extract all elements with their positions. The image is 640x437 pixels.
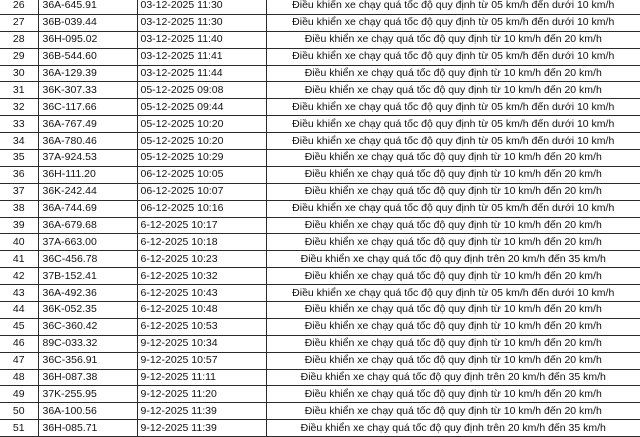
table-row — [0, 99, 640, 116]
violation-time-cell: 6-12-2025 10:32 — [137, 268, 266, 285]
violation-time-cell: 9-12-2025 10:34 — [137, 335, 266, 352]
license-plate-cell: 36H-085.71 — [38, 420, 137, 437]
violation-time-cell: 9-12-2025 11:39 — [137, 403, 266, 420]
license-plate-cell: 36A-492.36 — [38, 285, 137, 302]
row-number-cell: 35 — [0, 150, 38, 167]
row-number-cell: 34 — [0, 133, 38, 150]
violation-time-cell: 05-12-2025 10:29 — [137, 150, 266, 167]
table-row — [0, 48, 640, 65]
violation-time-cell: 03-12-2025 11:30 — [137, 0, 266, 14]
violation-description-cell: Điều khiển xe chạy quá tốc độ quy định từ 05 km/h đến dưới 10 km/h — [266, 133, 640, 150]
violation-description-cell: Điều khiển xe chạy quá tốc độ quy định từ 05 km/h đến dưới 10 km/h — [266, 116, 640, 133]
table-row — [0, 116, 640, 133]
violation-description-cell: Điều khiển xe chạy quá tốc độ quy định từ 10 km/h đến 20 km/h — [266, 31, 640, 48]
row-number-cell: 39 — [0, 217, 38, 234]
violation-description-cell: Điều khiển xe chạy quá tốc độ quy định từ 10 km/h đến 20 km/h — [266, 335, 640, 352]
violation-description-cell: Điều khiển xe chạy quá tốc độ quy định từ 10 km/h đến 20 km/h — [266, 183, 640, 200]
table-row — [0, 133, 640, 150]
table-row — [0, 369, 640, 386]
row-number-cell: 36 — [0, 166, 38, 183]
row-number-cell: 28 — [0, 31, 38, 48]
row-number-cell: 51 — [0, 420, 38, 437]
row-number-cell: 43 — [0, 285, 38, 302]
violation-time-cell: 03-12-2025 11:30 — [137, 14, 266, 31]
violation-time-cell: 6-12-2025 10:48 — [137, 302, 266, 319]
table-row — [0, 166, 640, 183]
violation-description-cell: Điều khiển xe chạy quá tốc độ quy định từ 10 km/h đến 20 km/h — [266, 352, 640, 369]
violation-time-cell: 6-12-2025 10:18 — [137, 234, 266, 251]
license-plate-cell: 36B-544.60 — [38, 48, 137, 65]
violation-description-cell: Điều khiển xe chạy quá tốc độ quy định từ 10 km/h đến 20 km/h — [266, 268, 640, 285]
violation-description-cell: Điều khiển xe chạy quá tốc độ quy định trên 20 km/h đến 35 km/h — [266, 251, 640, 268]
license-plate-cell: 36B-039.44 — [38, 14, 137, 31]
violation-description-cell: Điều khiển xe chạy quá tốc độ quy định từ 10 km/h đến 20 km/h — [266, 234, 640, 251]
row-number-cell: 47 — [0, 352, 38, 369]
row-number-cell: 46 — [0, 335, 38, 352]
license-plate-cell: 36K-052.35 — [38, 302, 137, 319]
violation-description-cell: Điều khiển xe chạy quá tốc độ quy định từ 05 km/h đến dưới 10 km/h — [266, 99, 640, 116]
row-number-cell: 29 — [0, 48, 38, 65]
row-number-cell: 33 — [0, 116, 38, 133]
row-number-cell: 40 — [0, 234, 38, 251]
violation-time-cell: 6-12-2025 10:23 — [137, 251, 266, 268]
license-plate-cell: 36A-780.46 — [38, 133, 137, 150]
license-plate-cell: 36A-100.56 — [38, 403, 137, 420]
table-row — [0, 65, 640, 82]
violation-description-cell: Điều khiển xe chạy quá tốc độ quy định từ 10 km/h đến 20 km/h — [266, 302, 640, 319]
row-number-cell: 42 — [0, 268, 38, 285]
violation-time-cell: 05-12-2025 10:20 — [137, 133, 266, 150]
violation-time-cell: 9-12-2025 10:57 — [137, 352, 266, 369]
table-row — [0, 285, 640, 302]
license-plate-cell: 36C-360.42 — [38, 318, 137, 335]
violation-description-cell: Điều khiển xe chạy quá tốc độ quy định trên 20 km/h đến 35 km/h — [266, 369, 640, 386]
row-number-cell: 37 — [0, 183, 38, 200]
table-row — [0, 183, 640, 200]
row-number-cell: 41 — [0, 251, 38, 268]
license-plate-cell: 36A-767.49 — [38, 116, 137, 133]
violation-description-cell: Điều khiển xe chạy quá tốc độ quy định trên 20 km/h đến 35 km/h — [266, 420, 640, 437]
table-row — [0, 420, 640, 437]
license-plate-cell: 37A-663.00 — [38, 234, 137, 251]
violation-time-cell: 06-12-2025 10:05 — [137, 166, 266, 183]
table-row — [0, 200, 640, 217]
table-row — [0, 386, 640, 403]
row-number-cell: 32 — [0, 99, 38, 116]
license-plate-cell: 37K-255.95 — [38, 386, 137, 403]
table-row — [0, 234, 640, 251]
table-row — [0, 82, 640, 99]
violation-time-cell: 03-12-2025 11:41 — [137, 48, 266, 65]
violation-time-cell: 6-12-2025 10:53 — [137, 318, 266, 335]
license-plate-cell: 36K-307.33 — [38, 82, 137, 99]
violation-description-cell: Điều khiển xe chạy quá tốc độ quy định từ 10 km/h đến 20 km/h — [266, 166, 640, 183]
violation-time-cell: 9-12-2025 11:39 — [137, 420, 266, 437]
license-plate-cell: 36A-679.68 — [38, 217, 137, 234]
license-plate-cell: 89C-033.32 — [38, 335, 137, 352]
table-row — [0, 352, 640, 369]
violation-time-cell: 06-12-2025 10:07 — [137, 183, 266, 200]
table-row — [0, 302, 640, 319]
table-row — [0, 217, 640, 234]
table-row — [0, 268, 640, 285]
violation-description-cell: Điều khiển xe chạy quá tốc độ quy định từ 10 km/h đến 20 km/h — [266, 150, 640, 167]
row-number-cell: 30 — [0, 65, 38, 82]
table-row — [0, 0, 640, 14]
violation-time-cell: 03-12-2025 11:44 — [137, 65, 266, 82]
table-row — [0, 403, 640, 420]
license-plate-cell: 36H-111.20 — [38, 166, 137, 183]
license-plate-cell: 37A-924.53 — [38, 150, 137, 167]
violation-time-cell: 9-12-2025 11:20 — [137, 386, 266, 403]
violation-description-cell: Điều khiển xe chạy quá tốc độ quy định từ 10 km/h đến 20 km/h — [266, 217, 640, 234]
table-row — [0, 31, 640, 48]
violation-description-cell: Điều khiển xe chạy quá tốc độ quy định từ 05 km/h đến dưới 10 km/h — [266, 48, 640, 65]
table-row — [0, 335, 640, 352]
license-plate-cell: 36A-645.91 — [38, 0, 137, 14]
violation-description-cell: Điều khiển xe chạy quá tốc độ quy định từ 10 km/h đến 20 km/h — [266, 403, 640, 420]
license-plate-cell: 36C-117.66 — [38, 99, 137, 116]
violation-description-cell: Điều khiển xe chạy quá tốc độ quy định từ 05 km/h đến dưới 10 km/h — [266, 285, 640, 302]
violation-time-cell: 9-12-2025 11:11 — [137, 369, 266, 386]
row-number-cell: 26 — [0, 0, 38, 14]
table-row — [0, 251, 640, 268]
table-row — [0, 14, 640, 31]
violation-description-cell: Điều khiển xe chạy quá tốc độ quy định từ 10 km/h đến 20 km/h — [266, 318, 640, 335]
row-number-cell: 27 — [0, 14, 38, 31]
violation-description-cell: Điều khiển xe chạy quá tốc độ quy định từ 10 km/h đến 20 km/h — [266, 386, 640, 403]
row-number-cell: 38 — [0, 200, 38, 217]
table-row — [0, 150, 640, 167]
violation-time-cell: 03-12-2025 11:40 — [137, 31, 266, 48]
violation-description-cell: Điều khiển xe chạy quá tốc độ quy định từ 10 km/h đến 20 km/h — [266, 65, 640, 82]
table-row — [0, 318, 640, 335]
row-number-cell: 48 — [0, 369, 38, 386]
row-number-cell: 45 — [0, 318, 38, 335]
license-plate-cell: 36A-129.39 — [38, 65, 137, 82]
license-plate-cell: 36A-744.69 — [38, 200, 137, 217]
violation-description-cell: Điều khiển xe chạy quá tốc độ quy định từ 05 km/h đến dưới 10 km/h — [266, 200, 640, 217]
violation-description-cell: Điều khiển xe chạy quá tốc độ quy định từ 05 km/h đến dưới 10 km/h — [266, 14, 640, 31]
license-plate-cell: 37B-152.41 — [38, 268, 137, 285]
row-number-cell: 50 — [0, 403, 38, 420]
license-plate-cell: 36H-095.02 — [38, 31, 137, 48]
license-plate-cell: 36C-456.78 — [38, 251, 137, 268]
violation-time-cell: 05-12-2025 10:20 — [137, 116, 266, 133]
violation-time-cell: 06-12-2025 10:16 — [137, 200, 266, 217]
violation-description-cell: Điều khiển xe chạy quá tốc độ quy định từ 10 km/h đến 20 km/h — [266, 82, 640, 99]
license-plate-cell: 36H-087.38 — [38, 369, 137, 386]
license-plate-cell: 36C-356.91 — [38, 352, 137, 369]
license-plate-cell: 36K-242.44 — [38, 183, 137, 200]
row-number-cell: 44 — [0, 302, 38, 319]
violation-description-cell: Điều khiển xe chạy quá tốc độ quy định từ 05 km/h đến dưới 10 km/h — [266, 0, 640, 14]
violation-time-cell: 6-12-2025 10:17 — [137, 217, 266, 234]
violation-time-cell: 05-12-2025 09:08 — [137, 82, 266, 99]
violation-time-cell: 05-12-2025 09:44 — [137, 99, 266, 116]
row-number-cell: 31 — [0, 82, 38, 99]
violation-time-cell: 6-12-2025 10:43 — [137, 285, 266, 302]
row-number-cell: 49 — [0, 386, 38, 403]
